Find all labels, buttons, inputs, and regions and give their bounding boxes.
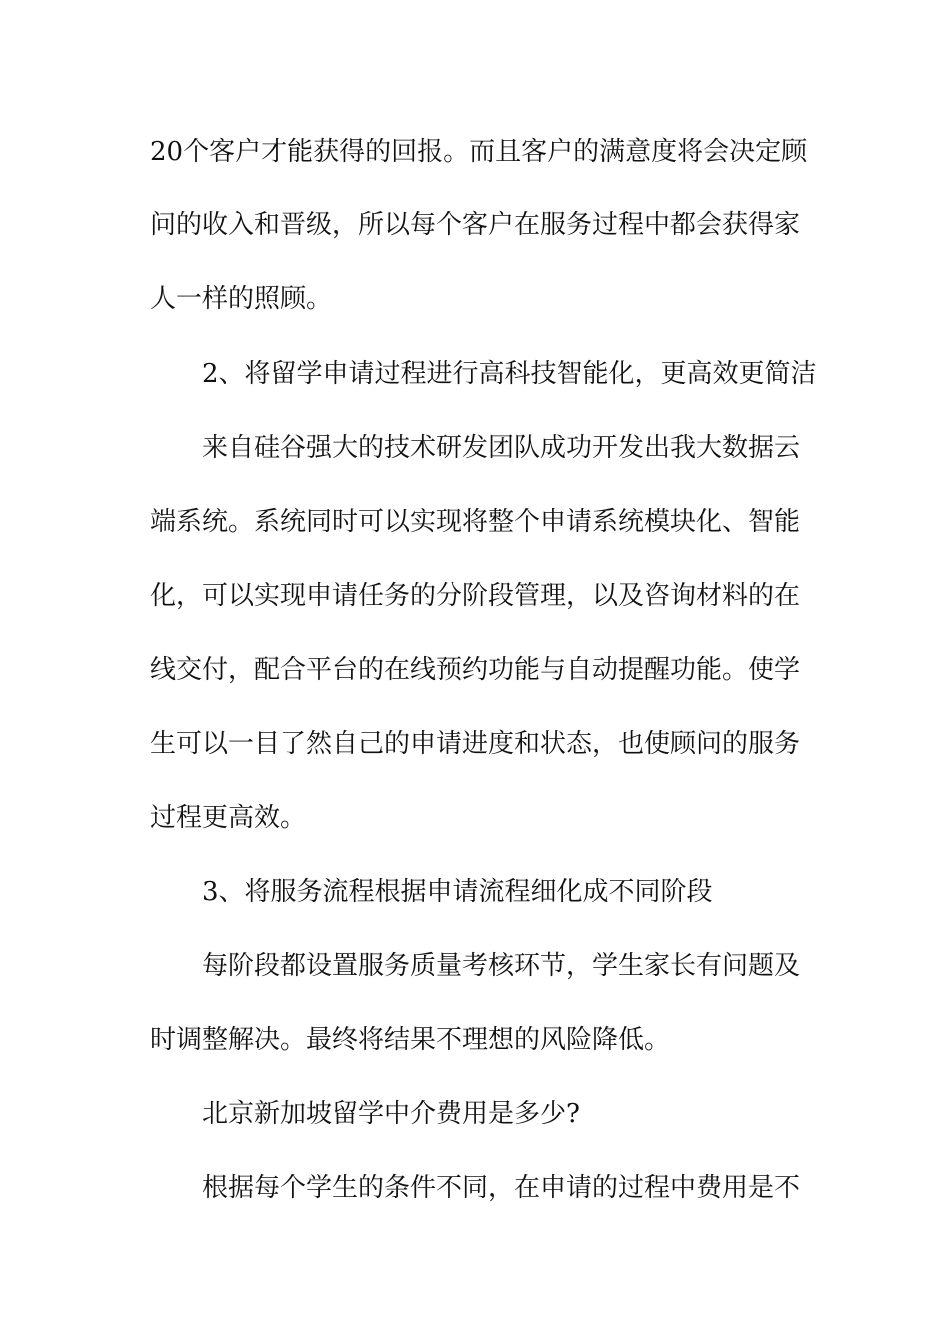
text-line-8: 线交付，配合平台的在线预约功能与自动提醒功能。使学 <box>150 655 801 685</box>
text-line-5: 来自硅谷强大的技术研发团队成功开发出我大数据云 <box>202 433 801 463</box>
text-line-6: 端系统。系统同时可以实现将整个申请系统模块化、智能 <box>150 507 801 537</box>
text-line-3: 人一样的照顾。 <box>150 284 333 314</box>
text-line-12: 每阶段都设置服务质量考核环节，学生家长有问题及 <box>202 951 801 981</box>
heading-3: 3、将服务流程根据申请流程细化成不同阶段 <box>202 877 713 907</box>
text-line-9: 生可以一目了然自己的申请进度和状态，也使顾问的服务 <box>150 729 801 759</box>
text-line-10: 过程更高效。 <box>150 803 307 833</box>
heading-2: 2、将留学申请过程进行高科技智能化，更高效更简洁 <box>202 359 817 389</box>
text-line-2: 问的收入和晋级，所以每个客户在服务过程中都会获得家 <box>150 210 801 240</box>
text-line-13: 时调整解决。最终将结果不理想的风险降低。 <box>150 1025 671 1055</box>
text-line-15: 根据每个学生的条件不同，在申请的过程中费用是不 <box>202 1173 801 1203</box>
text-line-1: 20个客户才能获得的回报。而且客户的满意度将会决定顾 <box>150 137 808 167</box>
text-line-7: 化，可以实现申请任务的分阶段管理，以及咨询材料的在 <box>150 581 801 611</box>
question-heading: 北京新加坡留学中介费用是多少? <box>202 1099 580 1129</box>
